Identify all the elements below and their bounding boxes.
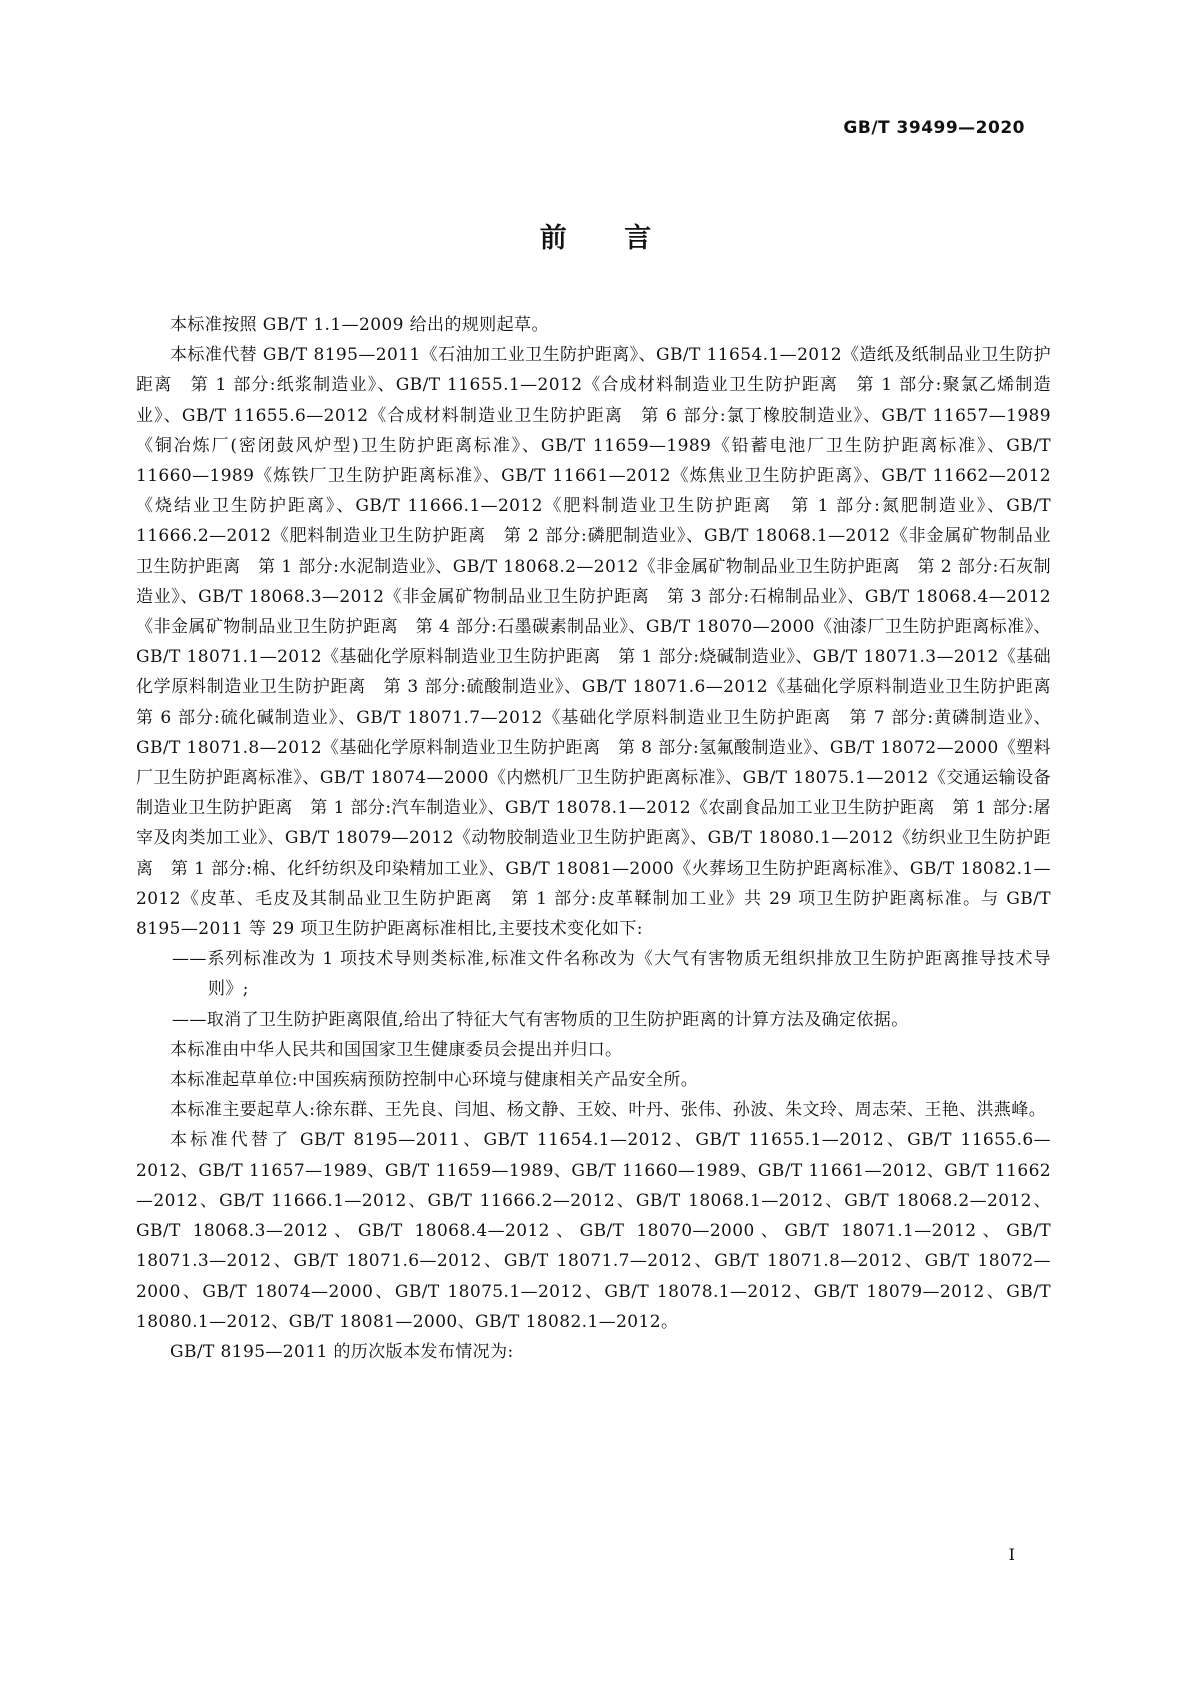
paragraph-drafting-rules: 本标准按照 GB/T 1.1—2009 给出的规则起草。	[170, 315, 549, 335]
paragraph-version-history: GB/T 8195—2011 的历次版本发布情况为:	[170, 1341, 514, 1362]
change-item-1: ——系列标准改为 1 项技术导则类标准,标准文件名称改为《大气有害物质无组织排放卫生防护距离推导技术导则》;	[172, 949, 1051, 1000]
standard-code: GB/T 39499—2020	[843, 118, 1025, 138]
paragraph-proposer: 本标准由中华人民共和国国家卫生健康委员会提出并归口。	[170, 1039, 623, 1060]
document-body	[136, 310, 1069, 1367]
paragraph-superseded-list: 本标准代替了 GB/T 8195—2011、GB/T 11654.1—2012、GB/T 11655.1—2012、GB/T 11655.6—2012、GB/T 11657—1989、GB/T 11659—1989、GB/T 11660—1989、GB/T 11661—2012、GB/T 11662—2012、GB/T 11666.1—2012、GB/T 11666.2—2012、GB/T 18068.1—2012、GB/T 18068.2—2012、GB/T 18068.3—2012、GB/T 18068.4—2012、GB/T 18070—2000、GB/T 18071.1—2012、GB/T 18071.3—2012、GB/T 18071.6—2012、GB/T 18071.7—2012、GB/T 18071.8—2012、GB/T 18072—2000、GB/T 18074—2000、GB/T 18075.1—2012、GB/T 18078.1—2012、GB/T 18079—2012、GB/T 18080.1—2012、GB/T 18081—2000、GB/T 18082.1—2012。	[136, 1130, 1051, 1332]
paragraph-replaces: 本标准代替 GB/T 8195—2011《石油加工业卫生防护距离》、GB/T 11654.1—2012《造纸及纸制品业卫生防护距离 第 1 部分:纸浆制造业》、GB/T 11655.1—2012《合成材料制造业卫生防护距离 第 1 部分:聚氯乙烯制造业》、GB/T 11655.6—2012《合成材料制造业卫生防护距离 第 6 部分:氯丁橡胶制造业》、GB/T 11657—1989《铜冶炼厂(密闭鼓风炉型)卫生防护距离标准》、GB/T 11659—1989《铅蓄电池厂卫生防护距离标准》、GB/T 11660—1989《炼铁厂卫生防护距离标准》、GB/T 11661—2012《炼焦业卫生防护距离》、GB/T 11662—2012《烧结业卫生防护距离》、GB/T 11666.1—2012《肥料制造业卫生防护距离 第 1 部分:氮肥制造业》、GB/T 11666.2—2012《肥料制造业卫生防护距离 第 2 部分:磷肥制造业》、GB/T 18068.1—2012《非金属矿物制品业卫生防护距离 第 1 部分:水泥制造业》、GB/T 18068.2—2012《非金属矿物制品业卫生防护距离 第 2 部分:石灰制造业》、GB/T 18068.3—2012《非金属矿物制品业卫生防护距离 第 3 部分:石棉制品业》、GB/T 18068.4—2012《非金属矿物制品业卫生防护距离 第 4 部分:石墨碳素制品业》、GB/T 18070—2000《油漆厂卫生防护距离标准》、GB/T 18071.1—2012《基础化学原料制造业卫生防护距离 第 1 部分:烧碱制造业》、GB/T 18071.3—2012《基础化学原料制造业卫生防护距离 第 3 部分:硫酸制造业》、GB/T 18071.6—2012《基础化学原料制造业卫生防护距离 第 6 部分:硫化碱制造业》、GB/T 18071.7—2012《基础化学原料制造业卫生防护距离 第 7 部分:黄磷制造业》、GB/T 18071.8—2012《基础化学原料制造业卫生防护距离 第 8 部分:氢氟酸制造业》、GB/T 18072—2000《塑料厂卫生防护距离标准》、GB/T 18074—2000《内燃机厂卫生防护距离标准》、GB/T 18075.1—2012《交通运输设备制造业卫生防护距离 第 1 部分:汽车制造业》、GB/T 18078.1—2012《农副食品加工业卫生防护距离 第 1 部分:屠宰及肉类加工业》、GB/T 18079—2012《动物胶制造业卫生防护距离》、GB/T 18080.1—2012《纺织业卫生防护距离 第 1 部分:棉、化纤纺织及印染精加工业》、GB/T 18081—2000《火葬场卫生防护距离标准》、GB/T 18082.1—2012《皮革、毛皮及其制品业卫生防护距离 第 1 部分:皮革鞣制加工业》共 29 项卫生防护距离标准。与 GB/T 8195—2011 等 29 项卫生防护距离标准相比,主要技术变化如下:	[136, 345, 1069, 940]
page-number: I	[1008, 1545, 1015, 1564]
page-title: 前 言	[539, 223, 676, 254]
paragraph-drafters: 本标准主要起草人:徐东群、王先良、闫旭、杨文静、王姣、叶丹、张伟、孙波、朱文玲、周志荣、王艳、洪燕峰。	[170, 1100, 1047, 1121]
paragraph-drafting-unit: 本标准起草单位:中国疾病预防控制中心环境与健康相关产品安全所。	[170, 1070, 699, 1091]
change-item-2: ——取消了卫生防护距离限值,给出了特征大气有害物质的卫生防护距离的计算方法及确定依据。	[172, 1009, 909, 1030]
